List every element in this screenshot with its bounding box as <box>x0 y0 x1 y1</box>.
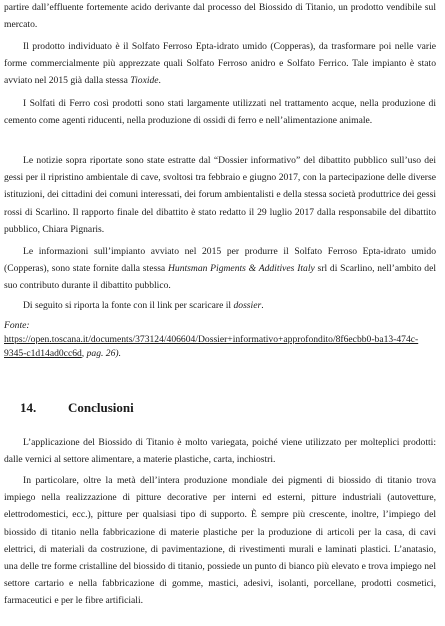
section-number: 14. <box>20 400 37 415</box>
company-name: Huntsman Pigments & Additives Italy <box>167 263 315 275</box>
tioxide-name: Tioxide <box>130 75 159 87</box>
paragraph-conclusion-1: L’applicazione del Biossido di Titanio è molto variegata, poiché viene utilizzato per molteplici prodotti: dalle vernici al settore alimentare, a materie plastiche, carta, inchiostri. <box>4 437 436 466</box>
section-title: Conclusioni <box>68 400 134 415</box>
paragraph-impianto <box>4 243 436 295</box>
source-label: Fonte: <box>4 320 30 331</box>
dossier-word: dossier <box>233 300 262 311</box>
paragraph-intro: partire dall’effluente fortemente acido derivante dal processo del Biossido di Titanio, un prodotto vendibile sul mercato. <box>4 2 436 31</box>
section-heading <box>20 398 134 418</box>
paragraph-link-end: . <box>261 300 264 311</box>
source-block <box>4 319 440 361</box>
paragraph-link-text: Di seguito si riporta la fonte con il link per scaricare il <box>23 300 234 311</box>
paragraph-impianto-text: Le informazioni sull’impianto avviato nel 2015 per produrre il Solfato Ferroso Epta-idrato umido (Copperas), sono state fornite dalla stessa <box>4 246 436 275</box>
paragraph-dossier: Le notizie sopra riportate sono state estratte dal “Dossier informativo” del dibattito pubblico sull’uso dei gessi per il ripristino ambientale di cave, svoltosi tra febbraio e giugno 2017, con la partecipazione delle diverse istituzioni, dei cittadini dei comuni interessati, dei forum ambientalisti e della stessa società produttrice dei gessi rossi di Scarlino. Il rapporto finale del dibattito è stato redatto il 29 luglio 2017 dalla responsabile del dibattito pubblico, Chiara Pignaris. <box>4 155 436 235</box>
paragraph-link-intro <box>4 297 436 314</box>
paragraph-impianto-end: srl di Scarlino, nell’ambito del suo contributo durante il dibattito pubblico. <box>4 263 437 292</box>
source-link[interactable]: https://open.toscana.it/documents/373124/406604/Dossier+informativo+approfondito/8f6ecbb0-ba13-474c-9345-c1d14ad0cc6d <box>4 334 419 359</box>
paragraph-copperas <box>4 38 436 90</box>
source-page: , pag. 26). <box>81 348 121 359</box>
paragraph-copperas-text: Il prodotto individuato è il Solfato Ferroso Epta-idrato umido (Copperas), da trasformare poi nelle varie forme commercialmente più apprezzate quali Solfato Ferroso anidro e Solfato Ferrico. Tale impianto è stato avviato nel 2015 già dalla stessa <box>4 41 436 87</box>
paragraph-copperas-end: . <box>158 75 161 87</box>
paragraph-solfati: I Solfati di Ferro così prodotti sono stati largamente utilizzati nel trattamento acque, nella produzione di cemento come agenti riducenti, nella produzione di ossidi di ferro e nell’alimentazione animale. <box>4 98 436 127</box>
paragraph-conclusion-2: In particolare, oltre la metà dell’intera produzione mondiale dei pigmenti di biossido di titanio trova impiego nella realizzazione di pitture decorative per interni ed esterni, pitture industriali (autovetture, elettrodomestici, ecc.), pitture per qualsiasi tipo di supporto. È sempre più crescente, inoltre, l’impiego del biossido di titanio nella fabbricazione di materie plastiche per la produzione di articoli per la casa, di cavi elettrici, di materiali da costruzione, di pavimentazione, di rivestimenti murali e laminati plastici. L’anatasio, una delle tre forme cristalline del biossido di titanio, possiede un punto di bianco più elevato e trova impiego nel settore cartario e nella fabbricazione di gomme, mastici, adesivi, isolanti, porcellane, prodotti cosmetici, farmaceutici e per le fibre artificiali. <box>4 475 436 607</box>
